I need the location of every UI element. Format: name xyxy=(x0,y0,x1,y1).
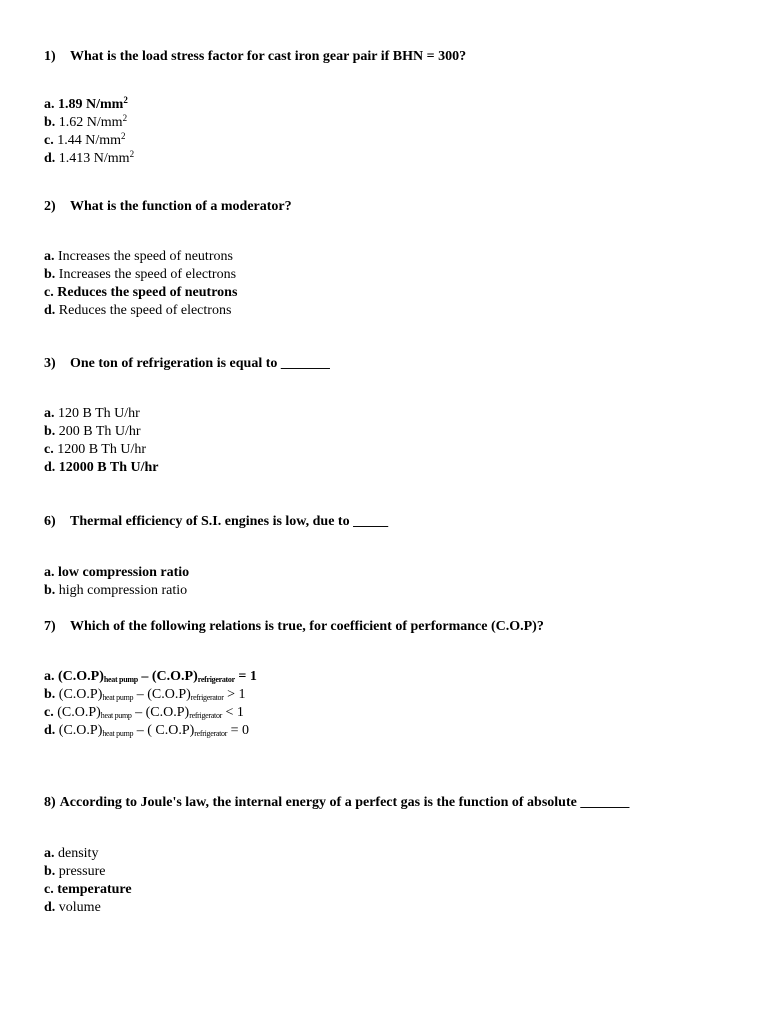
option-a: a. Increases the speed of neutrons xyxy=(44,249,233,264)
option-b: b. high compression ratio xyxy=(44,583,188,598)
question-7 xyxy=(44,619,544,635)
options-question-6 xyxy=(44,564,189,600)
option-b: b. Increases the speed of electrons xyxy=(44,267,237,282)
options-question-2 xyxy=(44,248,237,320)
option-a: a. density xyxy=(44,846,99,861)
option-a: a. $(C.O.P)_{heat pump} - (C.O.P)_{refrigerator} = 1$ xyxy=(44,669,257,684)
question-text: According to Joule's law, the internal energy of a perfect gas is the function of absolute _______ xyxy=(59,795,630,810)
option-b: b. pressure xyxy=(44,864,106,879)
question-text: What is the load stress factor for cast iron gear pair if BHN = 300? xyxy=(70,49,467,64)
question-3 xyxy=(44,356,330,372)
option-c: c. 1.44 $N/mm^2$ xyxy=(44,131,126,148)
option-c: c. temperature xyxy=(44,882,132,897)
question-number: 6) xyxy=(44,514,56,529)
option-d: d. Reduces the speed of electrons xyxy=(44,303,232,318)
question-text: Thermal efficiency of S.I. engines is low, due to _____ xyxy=(70,514,389,529)
option-c: c. 1200 B Th U/hr xyxy=(44,442,147,457)
option-b: b. 1.62 $N/mm^2$ xyxy=(44,113,128,130)
question-number: 8) xyxy=(44,795,56,810)
option-c: c. Reduces the speed of neutrons xyxy=(44,285,238,300)
question-text: Which of the following relations is true, for coefficient of performance (C.O.P)? xyxy=(70,619,544,634)
options-question-7 xyxy=(44,668,257,740)
option-c: c. $(C.O.P)_{heat pump} - (C.O.P)_{refrigerator} < 1$ xyxy=(44,705,244,720)
option-a: a. 120 B Th U/hr xyxy=(44,406,140,421)
question-number: 2) xyxy=(44,199,56,214)
question-text: One ton of refrigeration is equal to _______ xyxy=(70,356,330,371)
option-a: a. 1.89 $N/mm^2$ xyxy=(44,95,128,112)
options-question-8 xyxy=(44,845,132,917)
option-d: d. volume xyxy=(44,900,101,915)
option-b: b. 200 B Th U/hr xyxy=(44,424,141,439)
question-1 xyxy=(44,49,466,65)
option-d: d. 12000 B Th U/hr xyxy=(44,460,159,475)
option-b: b. $(C.O.P)_{heat pump} - (C.O.P)_{refrigerator} > 1$ xyxy=(44,687,246,702)
question-8 xyxy=(44,795,629,811)
option-d: d. 1.413 $N/mm^2$ xyxy=(44,149,135,166)
question-text: What is the function of a moderator? xyxy=(70,199,292,214)
question-2 xyxy=(44,199,292,215)
question-number: 1) xyxy=(44,49,56,64)
option-a: a. low compression ratio xyxy=(44,565,190,580)
question-6 xyxy=(44,514,388,530)
options-question-3 xyxy=(44,405,159,477)
options-question-1 xyxy=(44,96,134,168)
question-number: 3) xyxy=(44,356,56,371)
option-d: d. $(C.O.P)_{heat pump}$ – ( $C.O.P)_{refrigerator} = 0$ xyxy=(44,723,250,738)
question-number: 7) xyxy=(44,619,56,634)
